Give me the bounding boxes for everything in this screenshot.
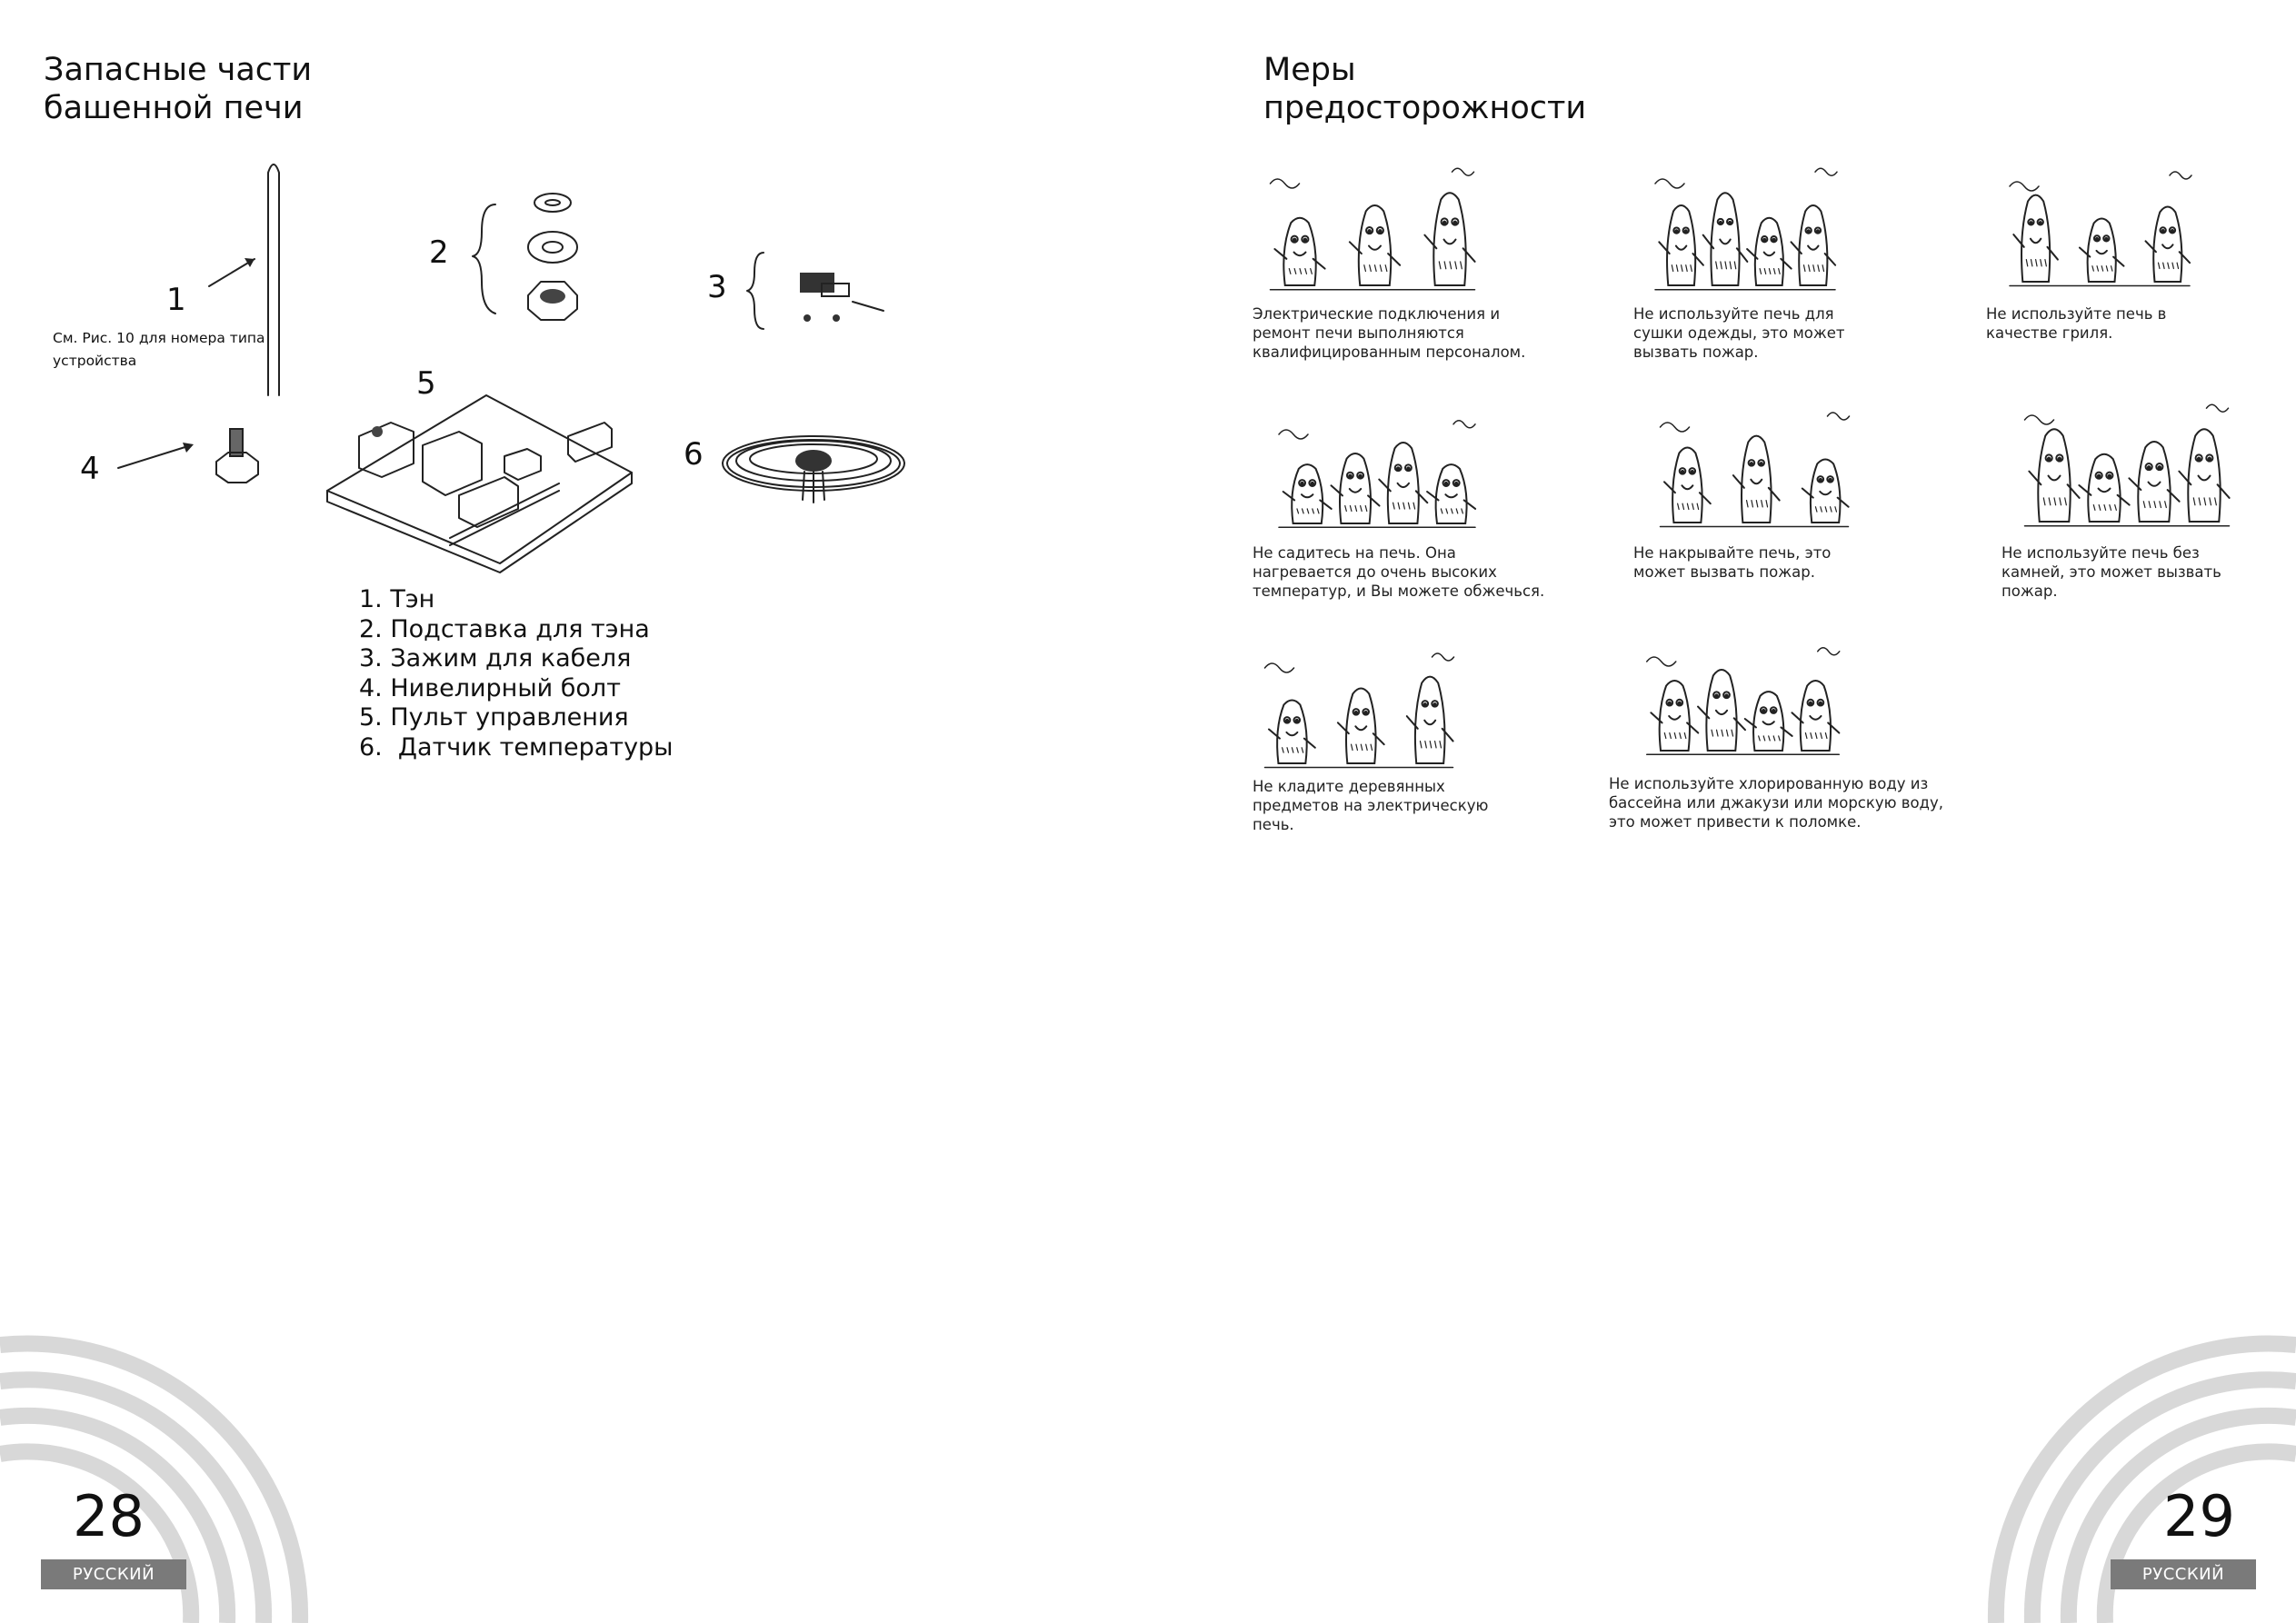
parts-legend [359,585,674,762]
precaution-illustration [1268,409,1486,536]
cable-clamp-icon [745,245,891,336]
precaution-illustration [1645,154,1845,300]
legend-item: 4. Нивелирный болт [359,673,621,702]
precaution-caption: Не используйте печь для сушки одежды, это может вызвать пожар. [1633,305,1845,361]
part-number-3: 3 [707,269,727,305]
precaution-caption: Не кладите деревянных предметов на электрическую печь. [1253,778,1489,833]
precaution-caption: Не садитесь на печь. Она нагревается до очень высоких температур, и Вы можете обжечься. [1253,544,1545,600]
precaution-caption: Не используйте печь в качестве гриля. [1986,305,2167,342]
spare-parts-title: Запасные части башенной печи [44,52,313,126]
legend-item: 3. Зажим для кабеля [359,644,632,672]
legend-item: 1. Тэн [359,585,435,613]
temperature-sensor-icon [714,413,913,513]
language-label-left: РУССКИЙ [41,1559,186,1589]
precaution-illustration [2000,159,2200,295]
legend-item: 5. Пульт управления [359,703,629,732]
precaution-caption: Не используйте печь без камней, это может вызвать пожар. [2002,544,2221,600]
part-number-1: 1 [166,282,186,318]
leveling-bolt-icon [114,423,268,495]
element-holder-icon [468,182,595,327]
page-number-right: 29 [2163,1483,2235,1549]
legend-item: 6. Датчик температуры [359,732,674,762]
precaution-illustration [1259,154,1486,300]
part-number-5: 5 [416,365,436,402]
part-number-6: 6 [684,436,704,473]
precaution-illustration [1254,641,1463,777]
part-number-4: 4 [80,451,100,487]
control-board-icon [323,382,641,573]
language-label-right: РУССКИЙ [2111,1559,2256,1589]
precautions-title: Меры предосторожности [1263,52,1587,126]
precaution-illustration [2013,391,2241,536]
precaution-caption: Не накрывайте печь, это может вызвать пожар. [1633,544,1832,581]
precaution-caption: Не используйте хлорированную воду из бассейна или джакузи или морскую воду, это может привести к поломке. [1609,775,1943,831]
legend-item: 2. Подставка для тэна [359,614,650,643]
precaution-caption: Электрические подключения и ремонт печи выполняются квалифицированным персоналом. [1253,305,1526,361]
type-number-note: См. Рис. 10 для номера типа устройства [53,330,265,369]
precaution-illustration [1636,636,1850,763]
part-number-2: 2 [429,234,449,271]
precaution-illustration [1650,400,1859,536]
page-number-left: 28 [73,1483,145,1549]
